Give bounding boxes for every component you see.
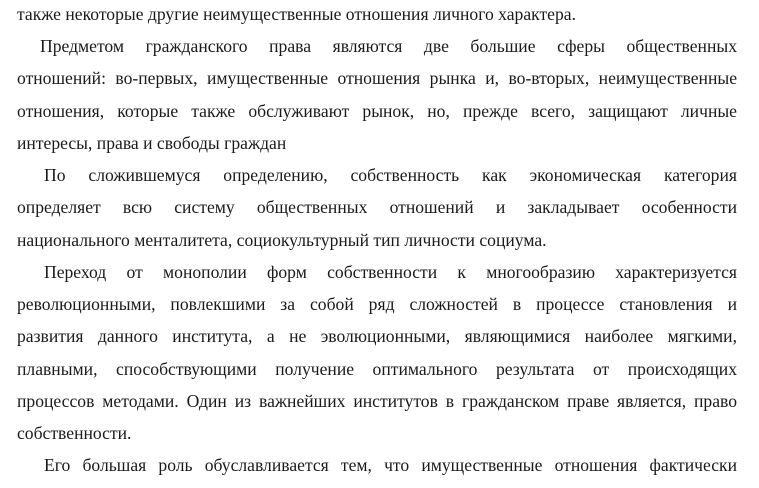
paragraph-line: также некоторые другие неимущественные отношения личного характера. <box>17 4 576 24</box>
paragraph-line: отношений: во-первых, имущественные отношения рынка и, во-вторых, неимущественные <box>17 68 737 88</box>
paragraph-line: отношения, которые также обслуживают рынок, но, прежде всего, защищают личные <box>17 101 737 121</box>
paragraph-line: революционными, повлекшими за собой ряд сложностей в процессе становления и <box>17 294 737 314</box>
paragraph-line: плавными, способствующими получение оптимального результата от происходящих <box>17 359 737 379</box>
paragraph-line: процессов методами. Один из важнейших институтов в гражданском праве является, право <box>17 391 737 411</box>
paragraph-line: определяет всю систему общественных отношений и закладывает особенности <box>17 197 737 217</box>
paragraph-line: национального менталитета, социокультурный тип личности социума. <box>17 230 547 250</box>
paragraph-line: Его большая роль обуславливается тем, что имущественные отношения фактически <box>44 455 737 475</box>
paragraph-line: Предметом гражданского права являются две большие сферы общественных <box>40 36 737 56</box>
paragraph-line: собственности. <box>17 423 132 443</box>
paragraph-line: развития данного института, а не эволюционными, являющимися наиболее мягкими, <box>17 326 737 346</box>
paragraph-line: По сложившемуся определению, собственность как экономическая категория <box>44 165 737 185</box>
paragraph-line: Переход от монополии форм собственности к многообразию характеризуется <box>44 262 737 282</box>
paragraph-line: интересы, права и свободы граждан <box>17 133 287 153</box>
